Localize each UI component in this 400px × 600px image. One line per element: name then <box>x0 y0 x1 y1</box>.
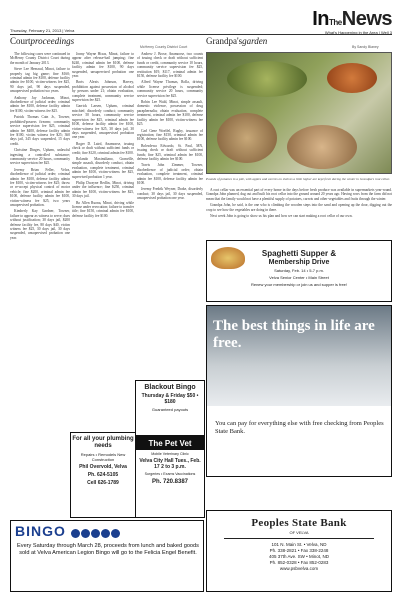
court-entry: Rolando Maximiliano, Granville, simple assault, disorderly conduct, obtain evaluation, complete treatment, criminal admin fee $100, victim-witness fee $25, supervised probation 1 year. <box>72 156 134 179</box>
court-entry: Christine Dinges, Upham, unlawful ingesting a controlled substance; community service 20 hours, community service supervision fee $25. <box>10 148 70 166</box>
court-entry: Robin Lee Wald, Minot, simple assault, domestic violence, possession of drug paraphernalia; obtain evaluation, complete treatment, criminal admin fee $100, defense facility admin fee $100, victim-witness fee $25. <box>137 100 203 127</box>
bank-logo: Peoples State Bank <box>251 517 347 529</box>
masthead-tagline: What's Happening in the Area | Well 3 <box>324 30 392 35</box>
court-entry: Travis John Zimmer, Towner, disobedience of judicial order; obtain evaluation, complete treatment, criminal admin fee $100, defense facility admin fee $100. <box>137 163 203 185</box>
court-entry: Steve Lee Hensrud, Minot, failure to properly tag big game; fine $160; criminal admin fee $100, defense facility admin fee $100, victim-witness fee $25, 90 days jail, 90 days suspended, unsupervised probation two years. <box>10 67 70 94</box>
pet-vet-phone: Ph. 720.8387 <box>151 478 189 485</box>
spaghetti-subtitle: Membership Drive <box>268 259 330 266</box>
spaghetti-location: Velva Senior Center • Main Street <box>269 275 329 280</box>
bingo-balls-icon <box>71 525 121 543</box>
court-entry: Alfred Wayne Thomas, Rolla, driving while license privilege is suspended; community service 20 hours, community service supervision fee $25. <box>137 80 203 98</box>
garden-byline: By Sandy Blaney <box>352 45 379 49</box>
court-entry: Patrick Thomas Cain Jr., Towner, prohibited/possess firearm; community service supervision fee $25, criminal admin fee $400, defense facility admin fee $100, victim witness fee $25; 360 days jail, 345 days suspended, 15 days credit. <box>10 115 70 146</box>
garden-title-italic: garden <box>242 36 268 46</box>
vegetable-pile <box>217 113 277 163</box>
plumbing-title: For all your plumbing needs <box>72 436 134 449</box>
court-entry: Philip Dwayne Redlin, Minot, driving under the influence; fine $250, criminal admin fee $100, victim-witness fee $25, 30 days jail. <box>72 180 134 199</box>
bingo-ball-icon <box>91 529 100 538</box>
pet-vet-services: Surgeries • Exams Vaccinations <box>144 472 196 476</box>
court-entry: Carl Gene Woelfel, Rugby, issuance of registration; fine $150, criminal admin fee $100, defense facility admin fee $100. <box>137 128 203 142</box>
blackout-bingo-ad <box>135 380 205 436</box>
issue-date: Thursday, February 21, 2013 | Velva <box>10 28 75 33</box>
plumbing-cell: Cell 626-1789 <box>87 480 119 486</box>
court-entry: Garrick Larsen, Upham, criminal mischief; disorderly conduct; community service 50 hours, community service supervision fee $25, criminal admin fee $100, defense facility admin fee $100, victim-witness fee $25, 30 days jail, 30 days suspended, unsupervised probation one year. <box>72 104 134 140</box>
spaghetti-supper-ad <box>206 240 392 302</box>
spaghetti-note: Renew your membership or join us and supper is free! <box>250 282 348 287</box>
masthead-rule <box>10 34 392 35</box>
bingo-ball-icon <box>81 529 90 538</box>
court-entry: Jeremy Brian Feller, Velva, disobedience of judicial order; criminal admin fee $100, defense facility admin fee $100, victim-witness fee $25; throw or re-accept physical control of motor vehicle; fine $200, criminal admin fee $100, defense facility admin fee $100, victim-witness fee $25, two years unsupervised probation. <box>10 167 70 207</box>
plumbing-services: Repairs • Remodels New Construction <box>80 452 126 462</box>
plumbing-ad <box>70 432 136 518</box>
court-column-2 <box>72 52 134 428</box>
court-byline: McHenry County District Court <box>140 45 188 49</box>
bingo-ball-icon <box>101 529 110 538</box>
pet-vet-when: Velva City Hall Tues., Feb. 17 2 to 3 p.m. <box>139 458 201 470</box>
plumbing-phone: Ph. 624-5105 <box>87 472 119 478</box>
brand-news: News <box>341 8 392 30</box>
vegetable-pile <box>287 125 357 169</box>
garden-section-title <box>206 36 267 46</box>
court-entry: Bo Allen Ruona, Minot, driving while license under revocation; failure to transfer title; fine $150, criminal admin fee $100, defense facility fee $100. <box>72 200 134 218</box>
bank-logo-sub: OF VELVA <box>289 530 309 535</box>
court-entry: Bolesdewa Edwardo, St. Paul, MN, issuing check or draft without sufficient funds; fine $25, criminal admin fee $100, defense facility admin fee $100. <box>137 143 203 161</box>
court-entry: Jeremy Fredrik Weyner, Drake, disorderly conduct; 30 days jail, 30 days suspended, unsupervised probation one year. <box>137 187 203 201</box>
court-entry: Roger D. Laird, Anamoose, issuing check or draft without sufficient funds or credit; fine $120, criminal admin fee $100. <box>72 141 134 155</box>
best-things-headline: The best things in life are free. <box>213 318 375 351</box>
bingo-ball-icon <box>111 529 120 538</box>
garden-title-main: Grandpa's <box>206 36 243 46</box>
court-entry: Andrew J. Brose, Anamoose, two counts of issuing check or draft without sufficient funds or credit, community service 10 hours, community service supervision fee $25, restitution $19, $117, criminal admin fee $150, defense facility fee $100. <box>137 52 203 79</box>
bingo-ad <box>10 520 204 592</box>
court-entry: The following cases were continued in McHenry County District Court during the month of January 2013. <box>10 52 70 65</box>
garden-article-body <box>206 188 392 238</box>
best-things-subtext: You can pay for everything else with free checking from Peoples State Bank. <box>215 420 384 435</box>
court-entry: Kimberly Kay Gardner, Towner, failure to appear as witness to serve; dues without justification; 30 days jail, $200 defense facility fee, 80 days $40, victim witness fee $25, 30 days jail, 30 days suspended, unsupervised probation one year. <box>10 209 70 240</box>
photo-caption: Pounds of potatoes in a pile, with apples and carrots on shelves a little higher are kept fresh during the winter in Grandpa's root cellar. <box>206 177 390 181</box>
blackout-days: Thursday & Friday $50 • $180 <box>141 393 199 405</box>
pet-vet-ad <box>135 436 205 518</box>
court-section-title <box>10 36 74 46</box>
bank-address-2: 405 37th Ave. SW • Minot, ND <box>268 554 330 559</box>
blackout-note: Guaranteed payouts <box>151 407 189 412</box>
bank-phone-2: Ph. 852-0328 • Fax 852-0283 <box>269 560 329 565</box>
brand-the: The <box>329 18 342 27</box>
court-column-1 <box>10 52 70 514</box>
peoples-state-bank-ad <box>206 510 392 592</box>
court-column-3 <box>137 52 203 376</box>
pet-vet-title: The Pet Vet <box>136 437 204 450</box>
brand-in: In <box>312 8 330 30</box>
garden-paragraph: Next week John is going to show us his plan and how we can start making a root cellar of our own. <box>210 214 353 219</box>
bank-address-1: 101 N. Main St. • Velva, ND <box>271 542 327 547</box>
vegetable-pile <box>327 63 377 93</box>
vegetable-pile <box>227 61 307 97</box>
bingo-ball-icon <box>71 529 80 538</box>
spaghetti-title: Spaghetti Supper & <box>261 249 337 258</box>
bingo-text: Every Saturday through March 28, proceeds from lunch and baked goods sold at Velva American Legion Bingo will go to the Felicia Engel Benefit. <box>17 543 199 556</box>
garden-paragraph: Grandpa John, he said, is the one who is climbing the wooden steps into the sand and opening up the door, digging out the crop to see how the vegetables are doing in there. <box>206 203 392 212</box>
masthead-brand <box>312 8 392 31</box>
court-title-italic: proceedings <box>30 36 75 46</box>
court-entry: Anthony Jay Jackman, Minot, disobedience of judicial order; criminal admin fee $100, defense facility admin fee $100, victim-witness fee $25. <box>10 95 70 113</box>
spaghetti-datetime: Saturday, Feb. 14 • 5-7 p.m. <box>274 268 324 273</box>
bank-phone-1: Ph. 338-2821 • Fax 338-2248 <box>269 548 329 553</box>
bingo-title: BINGO <box>15 523 66 539</box>
court-entry: Boris Alexis Johnson, Harvey, prohibition against possession of alcohol by persons under 21; obtain evaluation, complete treatment, community service supervision fee $25. <box>72 80 134 103</box>
pet-vet-subtitle: Mobile Veterinary Clinic <box>151 452 189 456</box>
court-title-main: Court <box>10 36 31 46</box>
best-things-ad <box>206 305 392 477</box>
bank-url: www.psbvelva.com <box>279 566 319 571</box>
spaghetti-bowl-image <box>211 247 245 269</box>
garden-paragraph: A root cellar was an essential part of every home in the days before fresh produce was available in supermarkets year-round. Grandpa John planned, dug out and built his root cellar into the ground around 20 years ago. Having rows from the farm did not mean that the family would not have a plentiful supply of potatoes, carrots and other vegetables and fruits through the winter. <box>206 188 392 201</box>
plumbing-owner: Phil Overvold, Velva <box>79 464 127 470</box>
court-entry: Jonny Wayne Hixas, Minot, failure to appear after release-bail jumping; fine $240, criminal admin fee $100, defense facility admin fee $100, 90 days suspended, unsupervised probation one year. <box>72 52 134 79</box>
bank-divider <box>224 538 374 539</box>
root-cellar-photo <box>206 52 392 174</box>
blackout-title: Blackout Bingo <box>144 384 196 391</box>
